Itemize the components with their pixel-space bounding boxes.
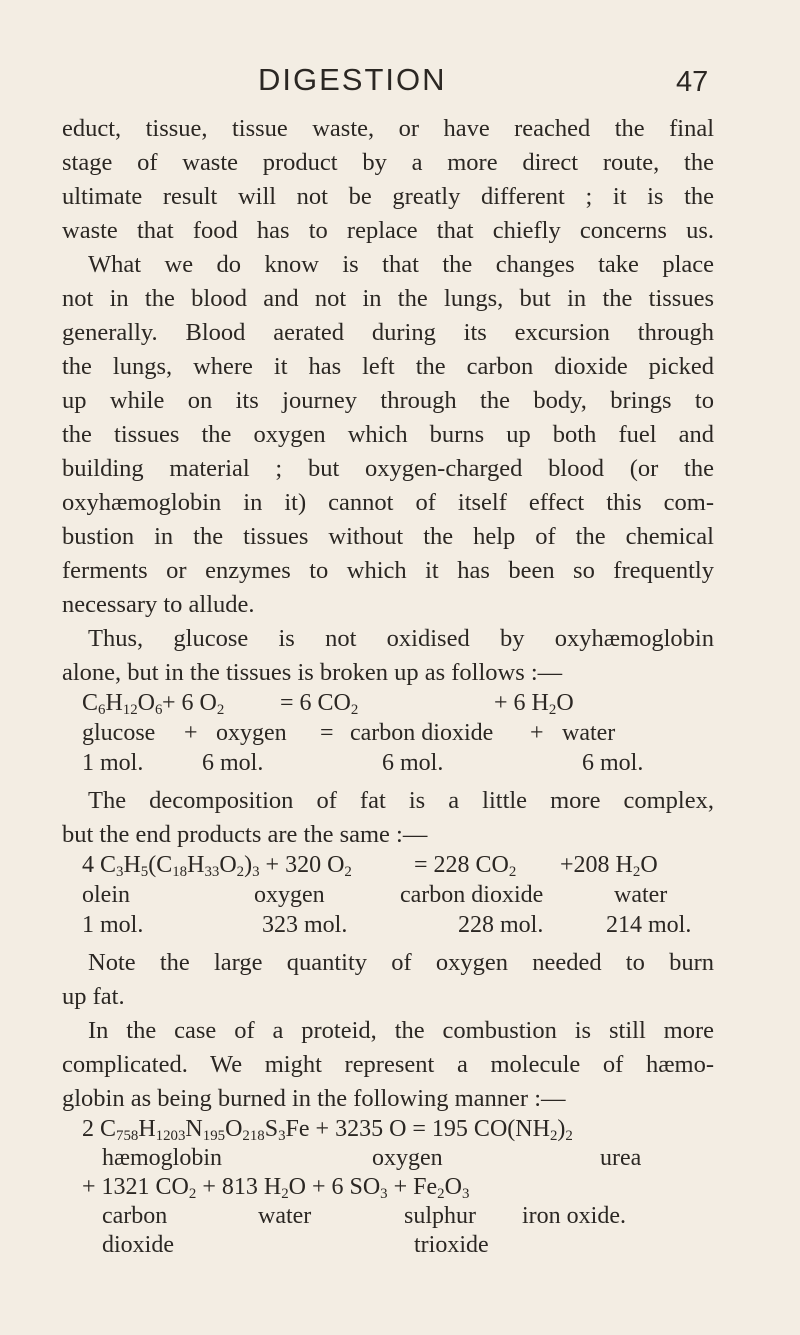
formula-text: + 6 $O_2$	[162, 690, 225, 718]
text-line: The decomposition of fat is a little more complex,	[88, 787, 714, 814]
compound-name: water	[258, 1203, 312, 1229]
mole-count: 214 mol.	[606, 912, 692, 938]
compound-name: carbon dioxide	[400, 882, 544, 908]
mole-count: 6 mol.	[202, 750, 264, 776]
text-line: globin as being burned in the following manner :—	[62, 1085, 566, 1112]
equation-names	[62, 882, 714, 912]
text-line: oxyhæmoglobin in it) cannot of itself effect this com-	[62, 489, 714, 516]
mole-count: 228 mol.	[458, 912, 544, 938]
compound-name: glucose	[82, 720, 156, 746]
text-line: waste that food has to replace that chiefly concerns us.	[62, 217, 714, 244]
text-line: generally. Blood aerated during its excursion through	[62, 319, 714, 346]
mole-count: 6 mol.	[582, 750, 644, 776]
equation-names	[62, 1232, 714, 1261]
compound-name: oxygen	[372, 1145, 443, 1171]
compound-name: iron oxide.	[522, 1203, 626, 1229]
mole-count: 1 mol.	[82, 912, 144, 938]
equation-formula	[62, 1174, 714, 1203]
compound-name: carbon dioxide	[350, 720, 494, 746]
paragraph	[62, 1014, 714, 1116]
mole-count: 323 mol.	[262, 912, 348, 938]
equation-olein	[62, 852, 714, 946]
formula-text: = 6 $CO_2$	[280, 690, 359, 718]
equation-haemoglobin	[62, 1116, 714, 1261]
compound-name: water	[614, 882, 668, 908]
compound-name: olein	[82, 882, 130, 908]
formula-text: + 6 $H_2O$	[494, 690, 574, 718]
compound-name: hæmoglobin	[102, 1145, 223, 1171]
text-line: educt, tissue, tissue waste, or have reached the final	[62, 115, 714, 142]
equation-formula	[62, 852, 714, 882]
formula-text: +208 $H_2O$	[560, 852, 658, 880]
paragraph	[62, 622, 714, 690]
text-line: but the end products are the same :—	[62, 821, 428, 848]
equation-formula	[62, 1116, 714, 1145]
page-number: 47	[676, 66, 709, 98]
running-title: DIGESTION	[258, 62, 447, 97]
paragraph	[62, 112, 714, 248]
text-line: the lungs, where it has left the carbon dioxide picked	[62, 353, 714, 380]
formula-text: = 228 $CO_2$	[414, 852, 517, 880]
plus-sign: +	[530, 720, 544, 746]
compound-name: sulphur	[404, 1203, 476, 1229]
text-line: necessary to allude.	[62, 591, 255, 618]
text-line: not in the blood and not in the lungs, but in the tissues	[62, 285, 714, 312]
page-header	[0, 62, 800, 102]
text-line: Note the large quantity of oxygen needed to burn	[88, 949, 714, 976]
text-line: up fat.	[62, 983, 125, 1010]
equation-glucose	[62, 690, 714, 784]
page-body	[62, 112, 714, 1261]
text-line: Thus, glucose is not oxidised by oxyhæmoglobin	[88, 625, 714, 652]
formula-text: 4 $C_3H_5(C_{18}H_{33}O_2)_3 + 320$ $O_2$	[82, 852, 352, 880]
equals-sign: =	[320, 720, 334, 746]
text-line: ferments or enzymes to which it has been so frequently	[62, 557, 714, 584]
text-line: alone, but in the tissues is broken up as follows :—	[62, 659, 563, 686]
compound-name: urea	[600, 1145, 642, 1171]
equation-names	[62, 720, 714, 750]
equation-moles	[62, 750, 714, 784]
compound-name: water	[562, 720, 616, 746]
equation-moles	[62, 912, 714, 946]
compound-name: oxygen	[254, 882, 325, 908]
equation-names	[62, 1203, 714, 1232]
text-line: up while on its journey through the body, brings to	[62, 387, 714, 414]
formula-text: 2 $C_{758}H_{1203}N_{195}O_{218}S_3Fe + 3235$ O = 195 $CO(NH_2)_2$	[82, 1116, 573, 1144]
paragraph	[62, 248, 714, 622]
plus-sign: +	[184, 720, 198, 746]
paragraph	[62, 784, 714, 852]
text-line: complicated. We might represent a molecule of hæmo-	[62, 1051, 714, 1078]
text-line: the tissues the oxygen which burns up both fuel and	[62, 421, 714, 448]
text-line: building material ; but oxygen-charged blood (or the	[62, 455, 714, 482]
compound-name: oxygen	[216, 720, 287, 746]
equation-formula	[62, 690, 714, 720]
paragraph	[62, 946, 714, 1014]
equation-names	[62, 1145, 714, 1174]
mole-count: 1 mol.	[82, 750, 144, 776]
formula-text: $C_6H_{12}O_6$	[82, 690, 163, 718]
text-line: bustion in the tissues without the help of the chemical	[62, 523, 714, 550]
compound-name: dioxide	[102, 1232, 174, 1258]
text-line: ultimate result will not be greatly different ; it is the	[62, 183, 714, 210]
compound-name: carbon	[102, 1203, 168, 1229]
mole-count: 6 mol.	[382, 750, 444, 776]
text-line: What we do know is that the changes take place	[88, 251, 714, 278]
compound-name: trioxide	[414, 1232, 489, 1258]
formula-text: + 1321 $CO_2 + 813$ $H_2O + 6$ $SO_3 + Fe_2O_3$	[82, 1174, 470, 1202]
text-line: stage of waste product by a more direct route, the	[62, 149, 714, 176]
text-line: In the case of a proteid, the combustion is still more	[88, 1017, 714, 1044]
